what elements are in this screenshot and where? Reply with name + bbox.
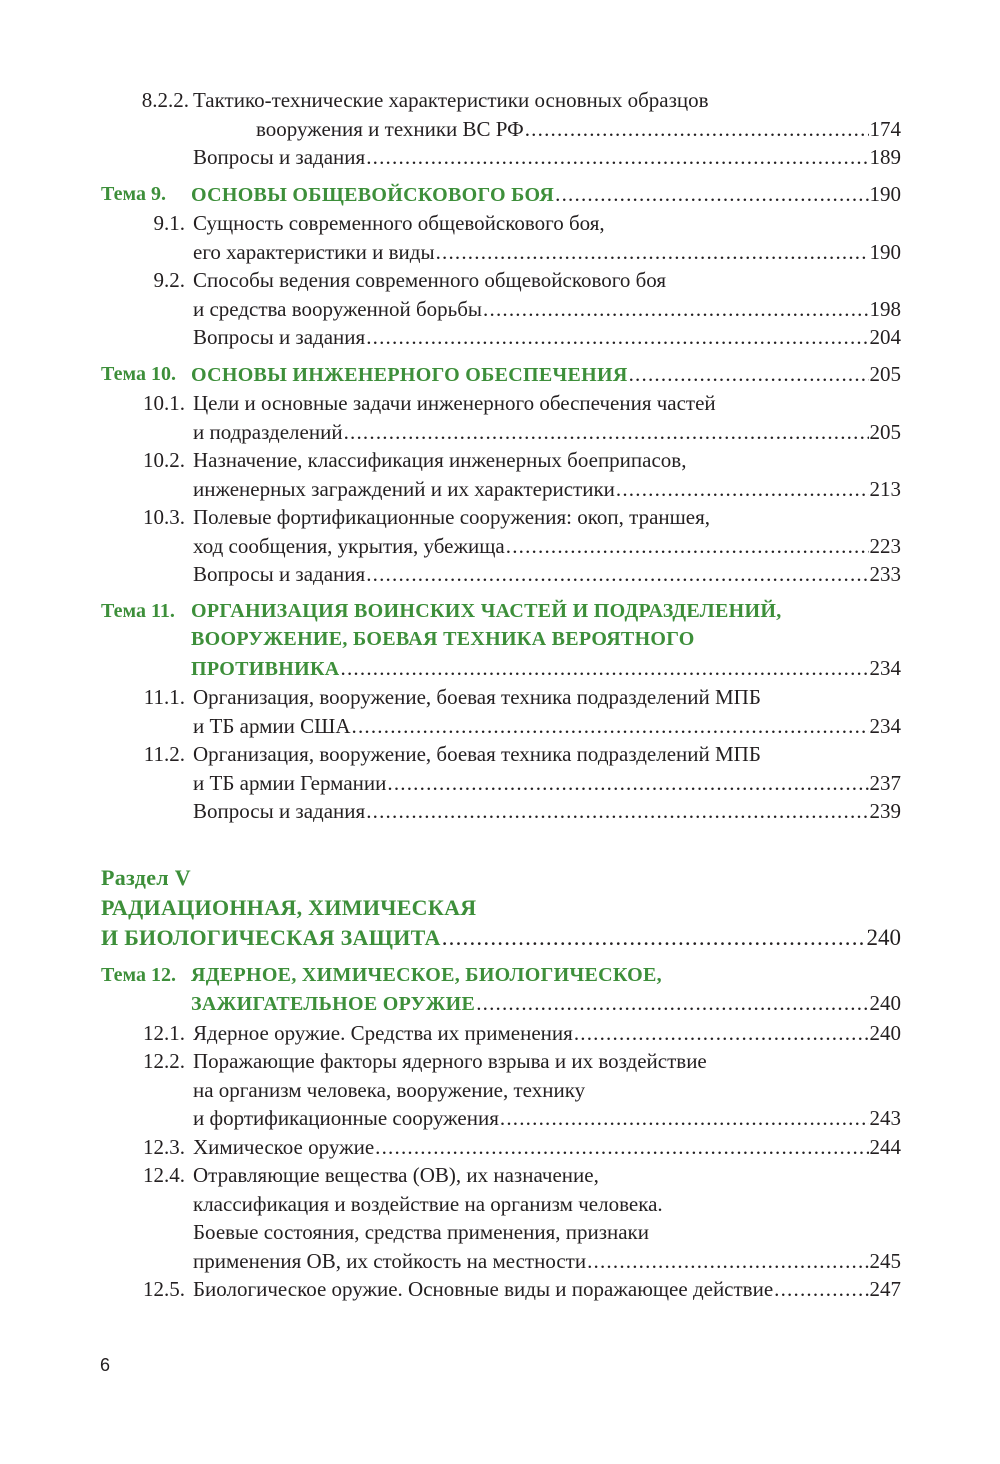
entry-text: Полевые фортификационные сооружения: окоп, траншея, [193, 505, 711, 529]
dot-leader [442, 923, 866, 953]
page-ref: 240 [869, 991, 901, 1015]
toc-entry-12-1[interactable] [101, 1019, 901, 1048]
topic-title: ЯДЕРНОЕ, ХИМИЧЕСКОЕ, БИОЛОГИЧЕСКОЕ, [191, 963, 662, 986]
toc-entry-questions[interactable] [101, 797, 901, 826]
page-ref: 237 [869, 770, 901, 795]
entry-text: и средства вооруженной борьбы [193, 296, 483, 321]
toc-entry-12-2[interactable] [101, 1047, 901, 1133]
entry-text: и ТБ армии США [193, 713, 351, 738]
toc-entry-12-3[interactable] [101, 1133, 901, 1162]
entry-text: Вопросы и задания [193, 562, 366, 586]
dot-leader [344, 418, 869, 447]
toc-entry-12-5[interactable] [101, 1275, 901, 1304]
entry-text: Отравляющие вещества (ОВ), их назначение, [193, 1163, 599, 1187]
toc-entry-10-2[interactable] [101, 446, 901, 503]
entry-number: 12.1. [143, 1020, 185, 1045]
page-ref: 189 [869, 145, 901, 169]
toc-entry-questions[interactable] [101, 560, 901, 589]
toc-entry-9-1[interactable] [101, 209, 901, 266]
dot-leader [555, 180, 868, 209]
toc-entry-8-2-2[interactable] [101, 86, 901, 143]
entry-text: Вопросы и задания [193, 325, 366, 349]
toc-entry-11-2[interactable] [101, 740, 901, 797]
entry-text: Организация, вооружение, боевая техника подразделений МПБ [193, 685, 761, 709]
entry-number: 11.2. [143, 742, 185, 766]
page-ref: 240 [869, 1020, 901, 1045]
topic-title: ЗАЖИГАТЕЛЬНОЕ ОРУЖИЕ [191, 993, 476, 1015]
topic-title: ОРГАНИЗАЦИЯ ВОИНСКИХ ЧАСТЕЙ И ПОДРАЗДЕЛЕНИЙ, [191, 599, 782, 622]
entry-text: применения ОВ, их стойкость на местности [193, 1248, 587, 1273]
page-ref: 234 [869, 655, 901, 680]
page-ref: 205 [869, 361, 901, 386]
dot-leader [616, 475, 869, 504]
page-ref: 239 [869, 799, 901, 823]
dot-leader [387, 769, 868, 798]
entry-text: и подразделений [193, 419, 343, 444]
toc-topic-12[interactable] [101, 961, 901, 1019]
page-ref: 198 [869, 296, 901, 321]
dot-leader [483, 295, 868, 324]
page-ref: 190 [869, 239, 901, 264]
section-title: РАДИАЦИОННАЯ, ХИМИЧЕСКАЯ [101, 894, 477, 920]
dot-leader [506, 532, 869, 561]
entry-text: и фортификационные сооружения [193, 1106, 499, 1130]
entry-number: 11.1. [143, 685, 185, 709]
page-ref: 213 [869, 476, 901, 501]
entry-number: 10.1. [143, 391, 185, 415]
entry-text: Организация, вооружение, боевая техника подразделений МПБ [193, 742, 761, 766]
entry-text: Вопросы и задания [193, 799, 366, 823]
topic-title: ВООРУЖЕНИЕ, БОЕВАЯ ТЕХНИКА ВЕРОЯТНОГО [191, 628, 695, 650]
entry-text: Сущность современного общевойскового боя, [193, 211, 605, 235]
page-ref: 204 [869, 325, 901, 349]
dot-leader [574, 1019, 869, 1048]
entry-text: Способы ведения современного общевойскового боя [193, 268, 667, 292]
topic-title: ПРОТИВНИКА [191, 657, 340, 680]
entry-number: 12.4. [143, 1163, 185, 1187]
table-of-contents [101, 86, 901, 1304]
entry-text: Ядерное оружие. Средства их применения [193, 1020, 573, 1045]
topic-number: Тема 10. [101, 362, 176, 385]
entry-text: Цели и основные задачи инженерного обеспечения частей [193, 391, 716, 415]
entry-text: на организм человека, вооружение, технику [193, 1077, 586, 1102]
dot-leader [366, 560, 868, 589]
entry-text: инженерных заграждений и их характеристики [193, 476, 615, 501]
page-number: 6 [100, 1355, 111, 1375]
topic-number: Тема 12. [101, 963, 176, 986]
dot-leader [525, 115, 869, 144]
entry-number: 12.3. [143, 1134, 185, 1159]
toc-topic-11[interactable] [101, 597, 901, 684]
dot-leader [375, 1133, 868, 1162]
page-ref: 205 [869, 419, 901, 444]
entry-text: Биологическое оружие. Основные виды и поражающее действие [193, 1277, 774, 1301]
entry-text: Боевые состояния, средства применения, признаки [193, 1220, 650, 1244]
entry-text: Химическое оружие [193, 1134, 375, 1159]
entry-text: Вопросы и задания [193, 145, 366, 169]
page-ref: 247 [869, 1277, 901, 1301]
page-ref: 244 [869, 1134, 901, 1159]
dot-leader [629, 360, 869, 389]
page-ref: 243 [869, 1106, 901, 1130]
entry-text: и ТБ армии Германии [193, 770, 387, 795]
dot-leader [366, 143, 868, 172]
toc-entry-10-3[interactable] [101, 503, 901, 560]
entry-text: его характеристики и виды [193, 239, 435, 264]
entry-text: ход сообщения, укрытия, убежища [193, 533, 505, 558]
page-ref: 234 [869, 713, 901, 738]
section-label: Раздел V [101, 864, 191, 890]
topic-number: Тема 9. [101, 182, 166, 205]
topic-title: ОСНОВЫ ОБЩЕВОЙСКОВОГО БОЯ [191, 183, 555, 206]
page-ref: 223 [869, 533, 901, 558]
entry-text: Тактико-технические характеристики основных образцов [193, 88, 709, 112]
dot-leader [774, 1275, 868, 1304]
entry-number: 9.1. [153, 211, 185, 235]
toc-entry-9-2[interactable] [101, 266, 901, 323]
toc-entry-12-4[interactable] [101, 1161, 901, 1275]
entry-number: 9.2. [153, 268, 185, 292]
topic-title: ОСНОВЫ ИНЖЕНЕРНОГО ОБЕСПЕЧЕНИЯ [191, 363, 628, 386]
dot-leader [366, 797, 868, 826]
entry-number: 12.5. [143, 1277, 185, 1301]
topic-number: Тема 11. [101, 599, 175, 622]
page-ref: 174 [869, 116, 901, 141]
entry-text: Поражающие факторы ядерного взрыва и их воздействие [193, 1049, 707, 1073]
entry-text: Назначение, классификация инженерных боеприпасов, [193, 448, 687, 472]
page-ref: 245 [869, 1248, 901, 1273]
toc-topic-10[interactable] [101, 360, 901, 390]
entry-number: 10.3. [143, 505, 185, 529]
dot-leader [341, 654, 869, 683]
entry-number: 10.2. [143, 448, 185, 472]
dot-leader [436, 238, 869, 267]
dot-leader [476, 989, 868, 1018]
page-ref: 240 [866, 924, 901, 950]
page-ref: 233 [869, 562, 901, 586]
dot-leader [366, 323, 868, 352]
dot-leader [352, 712, 869, 741]
page-ref: 190 [869, 181, 901, 206]
dot-leader [587, 1247, 868, 1276]
toc-entry-10-1[interactable] [101, 389, 901, 446]
entry-text: классификация и воздействие на организм человека. [193, 1191, 663, 1216]
toc-section-5[interactable] [101, 863, 901, 953]
toc-entry-questions[interactable] [101, 143, 901, 172]
toc-entry-questions[interactable] [101, 323, 901, 352]
dot-leader [500, 1104, 869, 1133]
section-title: И БИОЛОГИЧЕСКАЯ ЗАЩИТА [101, 924, 441, 950]
entry-number: 8.2.2. [141, 88, 189, 112]
entry-text: вооружения и техники ВС РФ [256, 116, 524, 141]
toc-topic-9[interactable] [101, 180, 901, 210]
entry-number: 12.2. [143, 1049, 185, 1073]
toc-entry-11-1[interactable] [101, 683, 901, 740]
